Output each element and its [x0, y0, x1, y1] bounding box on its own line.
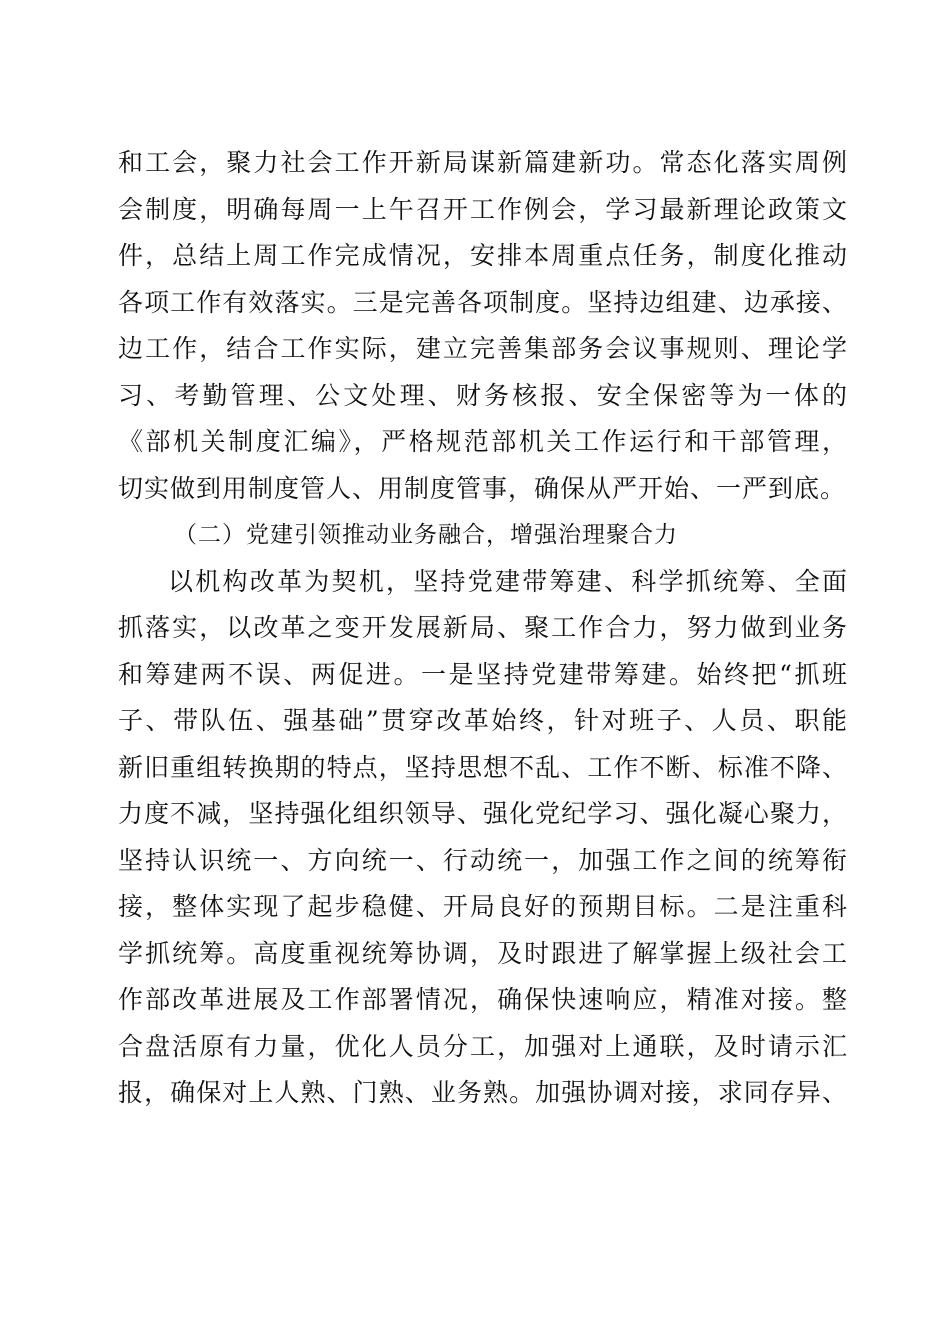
paragraph-line: 会制度，明确每周一上午召开工作例会，学习最新理论政策文 — [118, 194, 848, 224]
paragraph-line: 学抓统筹。高度重视统筹协调，及时跟进了解掌握上级社会工 — [118, 938, 848, 968]
paragraph-line: 子、带队伍、强基础”贯穿改革始终，针对班子、人员、职能 — [118, 706, 848, 735]
paragraph-line: 新旧重组转换期的特点，坚持思想不乱、工作不断、标准不降、 — [118, 752, 848, 782]
paragraph-line: 抓落实，以改革之变开发展新局、聚工作合力，努力做到业务 — [118, 613, 848, 642]
paragraph-line: 以机构改革为契机，坚持党建带筹建、科学抓统筹、全面 — [168, 566, 848, 596]
section-heading: （二）党建引领推动业务融合，增强治理聚合力 — [174, 522, 678, 548]
paragraph-line: 报，确保对上人熟、门熟、业务熟。加强协调对接，求同存异、 — [118, 1078, 848, 1107]
paragraph-line: 切实做到用制度管人、用制度管事，确保从严开始、一严到底。 — [118, 473, 847, 503]
body-text — [118, 140, 848, 1117]
paragraph-line: 和筹建两不误、两促进。一是坚持党建带筹建。始终把“抓班 — [118, 659, 848, 689]
paragraph-line: 件，总结上周工作完成情况，安排本周重点任务，制度化推动 — [118, 241, 848, 270]
paragraph-line: 各项工作有效落实。三是完善各项制度。坚持边组建、边承接、 — [118, 287, 848, 317]
paragraph-line: 《部机关制度汇编》，严格规范部机关工作运行和干部管理， — [118, 427, 848, 456]
paragraph-line: 和工会，聚力社会工作开新局谋新篇建新功。常态化落实周例 — [118, 148, 848, 177]
paragraph-line: 接，整体实现了起步稳健、开局良好的预期目标。二是注重科 — [118, 892, 848, 921]
paragraph-line: 合盘活原有力量，优化人员分工，加强对上通联，及时请示汇 — [118, 1031, 848, 1061]
paragraph-line: 边工作，结合工作实际，建立完善集部务会议事规则、理论学 — [118, 334, 848, 363]
paragraph-line: 作部改革进展及工作部署情况，确保快速响应，精准对接。整 — [118, 985, 848, 1014]
paragraph-line: 习、考勤管理、公文处理、财务核报、安全保密等为一体的 — [118, 380, 848, 410]
paragraph-line: 坚持认识统一、方向统一、行动统一，加强工作之间的统筹衔 — [118, 845, 848, 875]
paragraph-line: 力度不减，坚持强化组织领导、强化党纪学习、强化凝心聚力， — [118, 799, 848, 828]
